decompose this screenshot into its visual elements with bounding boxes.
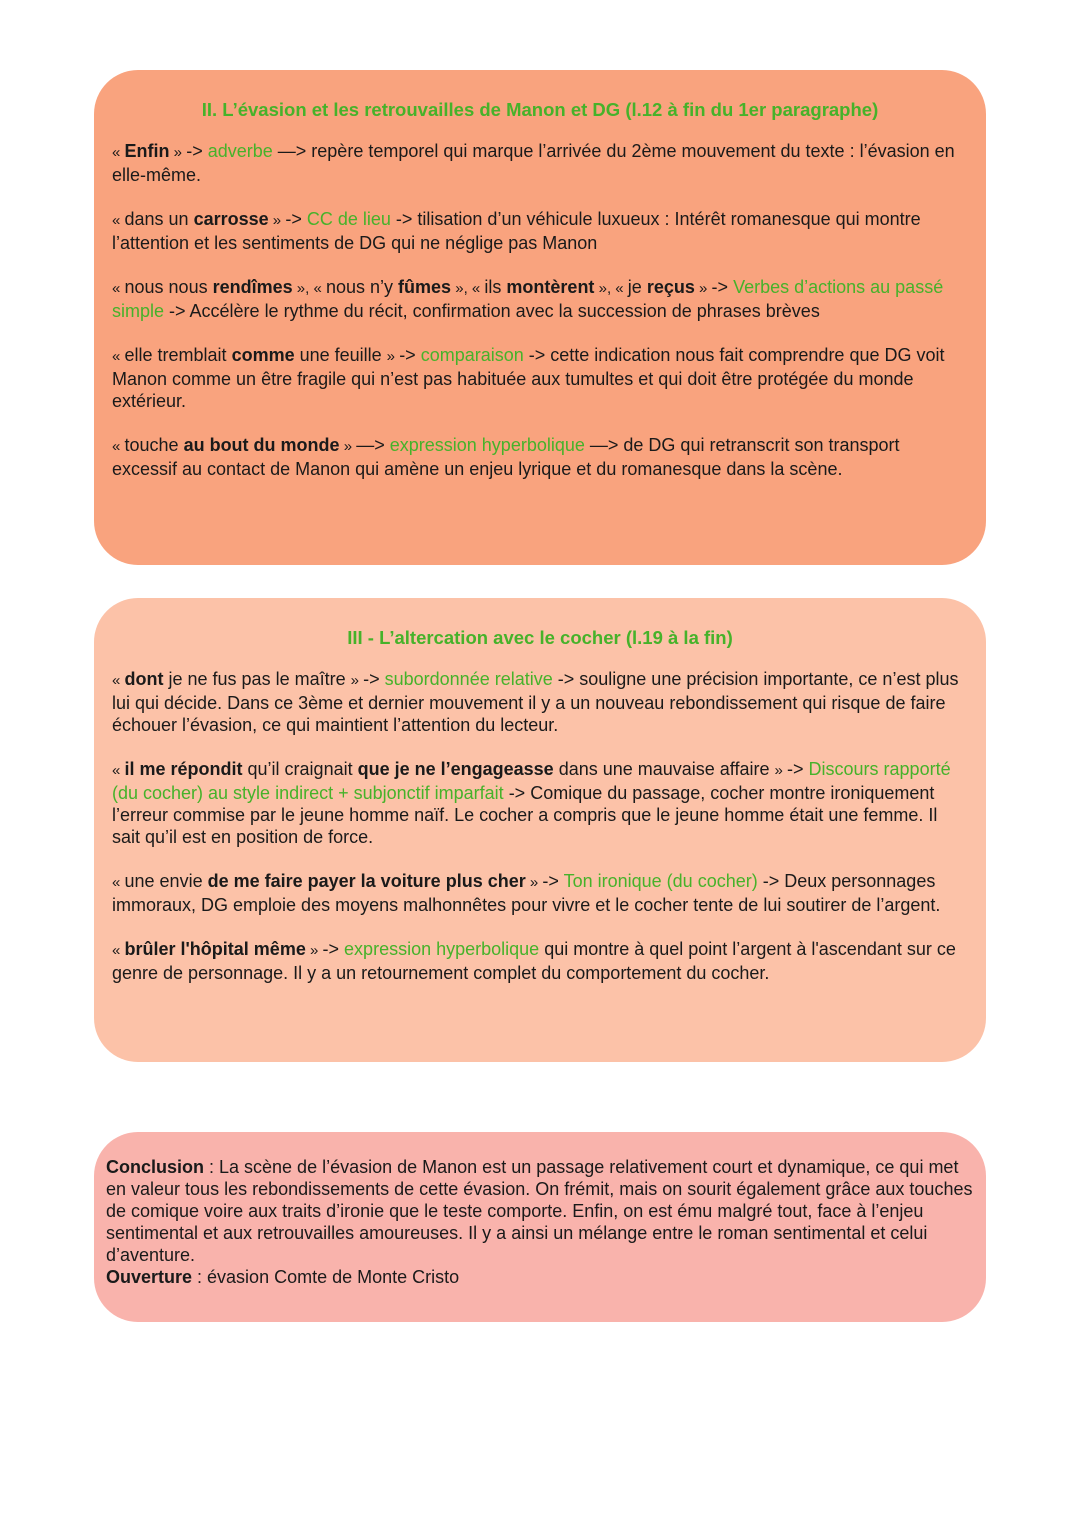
quoted-keyword: carrosse — [193, 209, 269, 229]
text-segment: nous nous — [124, 277, 213, 297]
text-segment: « — [112, 280, 125, 297]
figure-of-speech-label: comparaison — [420, 345, 524, 365]
conclusion-paragraph — [106, 1156, 974, 1266]
opening-label: Ouverture — [106, 1267, 193, 1287]
text-segment: » — [694, 280, 712, 297]
text-segment: nous n’y — [326, 277, 399, 297]
text-segment: » — [386, 348, 400, 365]
figure-of-speech-label: adverbe — [207, 141, 273, 161]
text-segment: -> — [399, 345, 421, 365]
text-segment: « — [112, 438, 125, 455]
figure-of-speech-label: subordonnée relative — [384, 669, 553, 689]
section-2-title: II. L’évasion et les retrouvailles de Manon et DG (l.12 à fin du 1er paragraphe) — [201, 99, 879, 120]
text-segment: » — [525, 874, 543, 891]
opening-paragraph — [106, 1266, 974, 1288]
figure-of-speech-label: expression hyperbolique — [389, 435, 585, 455]
conclusion-card — [94, 1132, 986, 1322]
text-segment: -> cette indication nous fait comprendre que DG voit Manon comme un être fragile qui n’est pas habituée aux tumultes et qui doit être protégée du monde extérieur. — [112, 345, 945, 411]
figure-of-speech-label: CC de lieu — [306, 209, 391, 229]
paragraph — [112, 208, 968, 254]
figure-of-speech-label: Verbes d’actions au passé simple — [112, 277, 944, 321]
quoted-keyword: reçus — [646, 277, 695, 297]
text-segment: « — [112, 672, 125, 689]
paragraph — [112, 938, 968, 984]
text-segment: » — [169, 144, 187, 161]
section-3-card — [94, 598, 986, 1062]
quoted-keyword: fûmes — [398, 277, 452, 297]
text-segment: dans une mauvaise affaire — [553, 759, 775, 779]
quoted-keyword: comme — [231, 345, 295, 365]
text-segment: », « — [451, 280, 485, 297]
section-3-paragraphs — [112, 668, 968, 984]
text-segment: qui montre à quel point l’argent à l'ascendant sur ce genre de personnage. Il y a un retournement complet du comportement du cocher. — [112, 939, 956, 983]
text-segment: » — [268, 212, 286, 229]
paragraph — [112, 758, 968, 848]
quoted-keyword: Enfin — [124, 141, 170, 161]
quoted-keyword: rendîmes — [212, 277, 293, 297]
text-segment: -> — [542, 871, 564, 891]
text-segment: -> — [787, 759, 809, 779]
text-segment: « — [112, 762, 125, 779]
text-segment: je ne fus pas le maître — [163, 669, 351, 689]
text-segment: une envie — [124, 871, 208, 891]
text-segment: je — [627, 277, 647, 297]
quoted-keyword: de me faire payer la voiture plus cher — [207, 871, 526, 891]
text-segment: -> — [186, 141, 208, 161]
text-segment: » — [774, 762, 788, 779]
paragraph — [112, 434, 968, 480]
quoted-keyword: brûler l'hôpital même — [124, 939, 306, 959]
conclusion-label: Conclusion — [106, 1157, 204, 1177]
text-segment: », « — [594, 280, 628, 297]
conclusion-text: : La scène de l’évasion de Manon est un passage relativement court et dynamique, ce qui met en valeur tous les rebondissements de cette évasion. On frémit, mais on sourit également grâce aux touches de comique voire aux traits d’ironie que le teste comporte. Enfin, on est ému malgré tout, face à l’enjeu sentimental et aux retrouvailles amoureuses. Il y a ainsi un mélange entre le roman sentimental et celui d’aventure. — [106, 1157, 973, 1265]
text-segment: « — [112, 348, 125, 365]
text-segment: -> tilisation d’un véhicule luxueux : Intérêt romanesque qui montre l’attention et les sentiments de DG qui ne néglige pas Manon — [112, 209, 921, 253]
text-segment: » — [350, 672, 364, 689]
quoted-keyword: au bout du monde — [183, 435, 340, 455]
paragraph — [112, 276, 968, 322]
text-segment: ils — [484, 277, 507, 297]
section-3-title: III - L’altercation avec le cocher (l.19 à la fin) — [347, 627, 733, 648]
text-segment: » — [305, 942, 323, 959]
text-segment: -> — [363, 669, 385, 689]
quoted-keyword: dont — [124, 669, 164, 689]
text-segment: -> — [711, 277, 734, 297]
text-segment: », « — [292, 280, 326, 297]
text-segment: » — [339, 438, 357, 455]
paragraph — [112, 140, 968, 186]
quoted-keyword: il me répondit — [124, 759, 243, 779]
text-segment: « — [112, 212, 125, 229]
opening-text: : évasion Comte de Monte Cristo — [192, 1267, 460, 1287]
text-segment: « — [112, 144, 125, 161]
text-segment: —> de DG qui retranscrit son transport excessif au contact de Manon qui amène un enjeu lyrique et du romanesque dans la scène. — [112, 435, 900, 479]
paragraph — [112, 668, 968, 736]
quoted-keyword: que je ne l’engageasse — [357, 759, 554, 779]
figure-of-speech-label: Discours rapporté (du cocher) au style indirect + subjonctif imparfait — [112, 759, 951, 803]
paragraph — [112, 344, 968, 412]
text-segment: -> — [322, 939, 345, 959]
text-segment: -> — [285, 209, 307, 229]
text-segment: -> Accélère le rythme du récit, confirmation avec la succession de phrases brèves — [164, 301, 820, 321]
figure-of-speech-label: expression hyperbolique — [344, 939, 540, 959]
text-segment: elle tremblait — [124, 345, 232, 365]
text-segment: —> — [356, 435, 390, 455]
text-segment: -> souligne une précision importante, ce n’est plus lui qui décide. Dans ce 3ème et dernier mouvement il y a un nouveau rebondissement qui risque de faire échouer l’évasion, ce qui maintient l’attention du lecteur. — [112, 669, 959, 735]
figure-of-speech-label: Ton ironique (du cocher) — [563, 871, 758, 891]
quoted-keyword: montèrent — [506, 277, 595, 297]
text-segment: « — [112, 874, 125, 891]
text-segment: dans un — [124, 209, 194, 229]
paragraph — [112, 870, 968, 916]
text-segment: —> repère temporel qui marque l’arrivée du 2ème mouvement du texte : l’évasion en elle-même. — [112, 141, 955, 185]
section-2-card — [94, 70, 986, 565]
text-segment: -> Comique du passage, cocher montre ironiquement l’erreur commise par le jeune homme naïf. Le cocher a compris que le jeune homme était une femme. Il sait qu’il est en position de force. — [112, 783, 938, 847]
text-segment: touche — [124, 435, 184, 455]
text-segment: « — [112, 942, 125, 959]
section-2-paragraphs — [112, 140, 968, 480]
text-segment: qu’il craignait — [242, 759, 358, 779]
text-segment: -> Deux personnages immoraux, DG emploie des moyens malhonnêtes pour vivre et le cocher tente de lui soutirer de l’argent. — [112, 871, 941, 915]
text-segment: une feuille — [294, 345, 387, 365]
